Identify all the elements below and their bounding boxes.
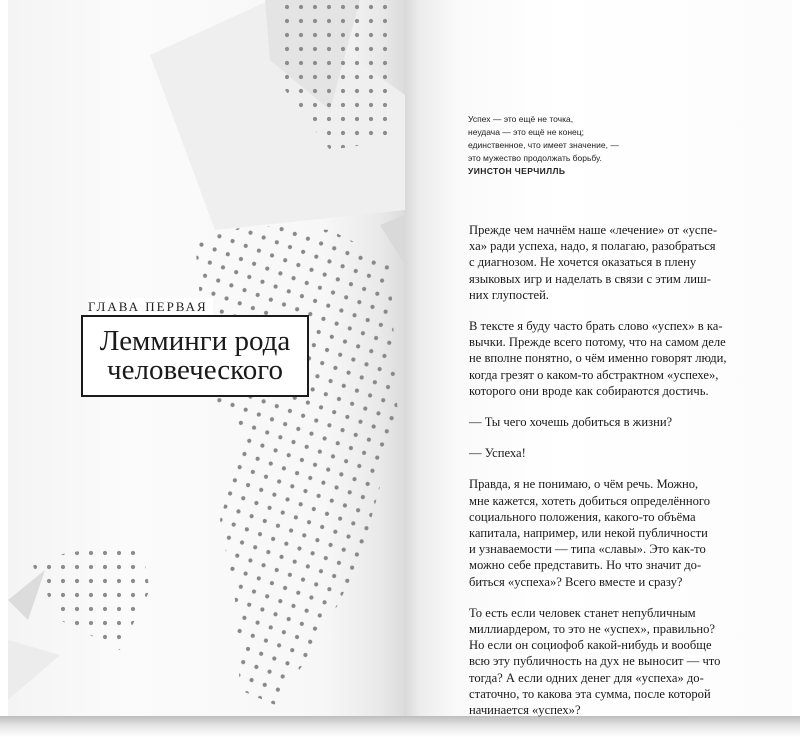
text-line: которого они вроде как собираются достичь.	[469, 383, 709, 398]
text-line: начинается «успех»?	[469, 703, 581, 718]
text-line: Правда, я не понимаю, о чём речь. Можно,	[469, 477, 699, 492]
chapter-title	[83, 327, 307, 385]
text-line: тогда? А если одних денег для «успеха» до-	[469, 670, 704, 685]
text-line: языковых игр и наделать в связи с этим лиш-	[469, 271, 711, 286]
grey-shape	[8, 640, 60, 700]
dots-bottom	[30, 540, 150, 650]
paragraph	[469, 318, 765, 399]
text-line: статочно, то какова эта сумма, после которой	[469, 686, 711, 701]
dots-middle	[195, 225, 398, 705]
text-line: миллиардером, то это не «успех», правильно?	[469, 622, 716, 637]
chapter-title-line: человеческого	[107, 354, 283, 386]
text-line: биться «успеха»? Всего вместе и сразу?	[469, 574, 683, 589]
text-line: не вполне понятно, о чём именно говорят люди,	[469, 351, 727, 366]
chapter-title-box	[81, 315, 309, 397]
epigraph	[468, 113, 619, 178]
text-line: них глупостей.	[469, 287, 549, 302]
text-line: вычки. Прежде всего потому, что на самом деле	[469, 335, 726, 350]
text-line: То есть если человек станет непубличным	[469, 605, 696, 620]
chapter-title-line: Лемминги рода	[99, 325, 291, 357]
body-text	[469, 222, 765, 733]
text-line: капитала, например, или некой публичности	[469, 526, 708, 541]
text-line: — Ты чего хочешь добиться в жизни?	[469, 415, 673, 430]
text-line: мне кажется, хотеть добиться определённого	[469, 493, 711, 508]
paragraph	[469, 476, 765, 589]
text-line: социального положения, какого-то объёма	[469, 509, 696, 524]
text-line: Но если он социофоб какой-нибудь и вообще	[469, 638, 712, 653]
paragraph	[469, 605, 765, 718]
paragraph	[469, 445, 765, 461]
text-line: когда грезят о каком-то абстрактном «успехе»,	[469, 367, 719, 382]
paragraph	[469, 222, 765, 303]
epigraph-author: УИНСТОН ЧЕРЧИЛЛЬ	[468, 166, 566, 176]
text-line: Прежде чем начнём наше «лечение» от «успе-	[469, 223, 718, 237]
text-line: ха» ради успеха, надо, я полагаю, разобраться	[469, 239, 716, 254]
epigraph-line: Успех — это ещё не точка,	[468, 114, 574, 124]
text-line: и узнаваемости — типа «славы». Это как-то	[469, 542, 706, 557]
chapter-label: ГЛАВА ПЕРВАЯ	[88, 298, 213, 316]
epigraph-line: единственное, что имеет значение, —	[468, 140, 619, 150]
epigraph-line: это мужество продолжать борьбу.	[468, 153, 602, 163]
text-line: всю эту публичность на дух не выносит — что	[469, 654, 721, 669]
text-line: — Успеха!	[469, 446, 526, 461]
epigraph-line: неудача — это ещё не конец;	[468, 127, 584, 137]
text-line: можно себе представить. Но что значит до-	[469, 558, 702, 573]
text-line: В тексте я буду часто брать слово «успех» в ка-	[469, 319, 723, 334]
text-line: с диагнозом. Не хочется оказаться в плену	[469, 255, 697, 270]
paragraph	[469, 414, 765, 430]
